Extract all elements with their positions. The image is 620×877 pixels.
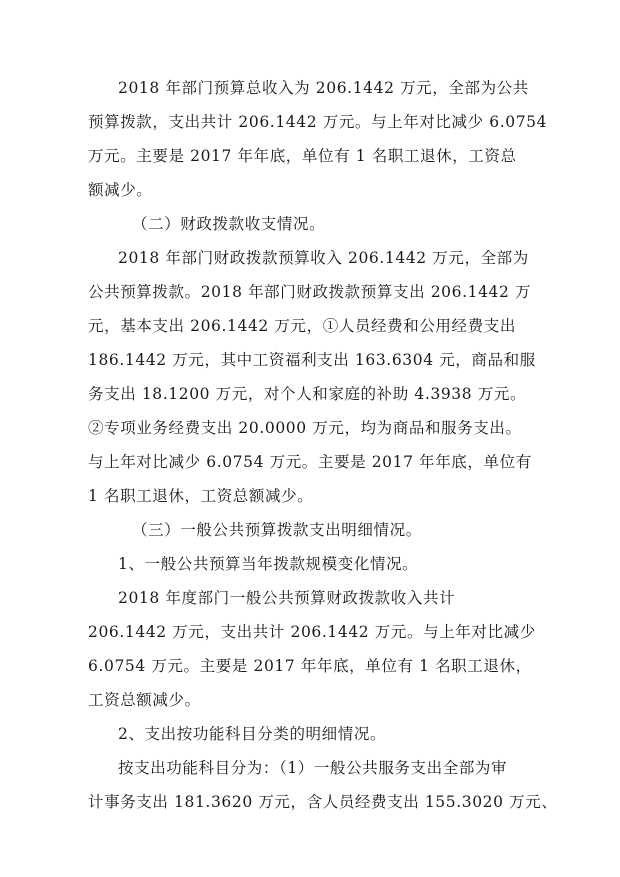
paragraph-line: 2018 年部门预算总收入为 206.1442 万元，全部为公共	[118, 79, 529, 97]
subsection-heading: 1、一般公共预算当年拨款规模变化情况。	[118, 555, 419, 573]
section-heading: （二）财政拨款收支情况。	[132, 215, 326, 233]
paragraph-line: 206.1442 万元，支出共计 206.1442 万元。与上年对比减少	[88, 623, 536, 641]
paragraph-line: 2018 年部门财政拨款预算收入 206.1442 万元，全部为	[118, 249, 529, 267]
paragraph-line: 2018 年度部门一般公共预算财政拨款收入共计	[118, 589, 456, 607]
section-heading: （三）一般公共预算拨款支出明细情况。	[132, 521, 422, 539]
paragraph-line: 公共预算拨款。2018 年部门财政拨款预算支出 206.1442 万	[88, 283, 532, 301]
paragraph-line: 务支出 18.1200 万元，对个人和家庭的补助 4.3938 万元。	[88, 385, 527, 403]
paragraph-line: 额减少。	[88, 181, 153, 199]
paragraph-line: 计事务支出 181.3620 万元，含人员经费支出 155.3020 万元、	[88, 793, 558, 811]
paragraph-line: 1 名职工退休，工资总额减少。	[88, 487, 314, 505]
paragraph-line: 与上年对比减少 6.0754 万元。主要是 2017 年年底，单位有	[88, 453, 532, 471]
paragraph-line: 186.1442 万元，其中工资福利支出 163.6304 元，商品和服	[88, 351, 536, 369]
paragraph-line: 万元。主要是 2017 年年底，单位有 1 名职工退休，工资总	[88, 147, 517, 165]
paragraph-line: ②专项业务经费支出 20.0000 万元，均为商品和服务支出。	[88, 419, 522, 437]
paragraph-line: 元，基本支出 206.1442 万元，①人员经费和公用经费支出	[88, 317, 516, 335]
paragraph-line: 预算拨款，支出共计 206.1442 万元。与上年对比减少 6.0754	[88, 113, 548, 131]
paragraph-line: 工资总额减少。	[88, 691, 201, 709]
paragraph-line: 按支出功能科目分为：（1）一般公共服务支出全部为审	[118, 759, 508, 777]
paragraph-line: 6.0754 万元。主要是 2017 年年底，单位有 1 名职工退休，	[88, 657, 532, 675]
subsection-heading: 2、支出按功能科目分类的明细情况。	[118, 725, 387, 743]
